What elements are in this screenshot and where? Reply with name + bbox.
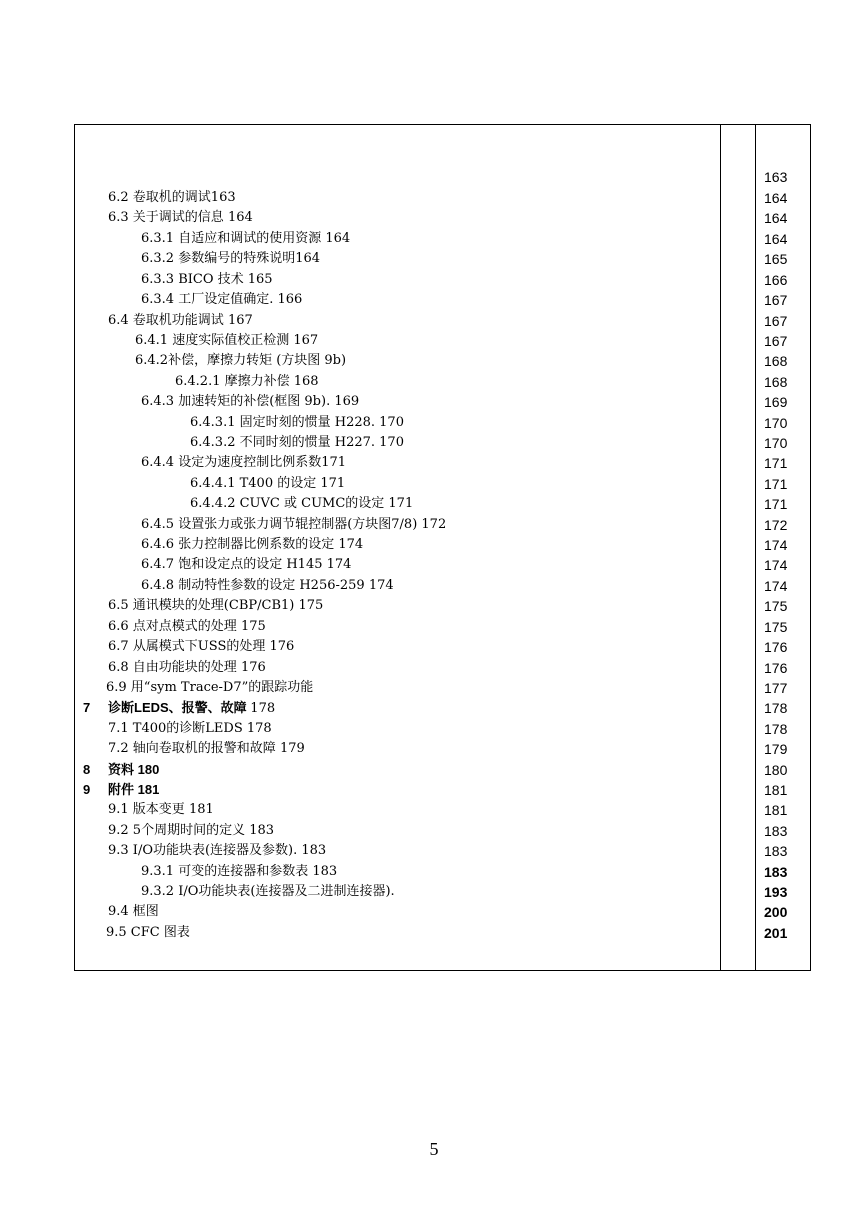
toc-entry: 6.4.2.1 摩擦力补偿 168 [175,374,319,389]
toc-entry: 6.4.7 饱和设定点的设定 H145 174 [141,557,352,572]
toc-chapter-entry: 资料 180 [108,762,160,777]
toc-page-number: 164 [764,231,788,247]
toc-page-number: 179 [764,741,788,757]
toc-entry: 9.2 5个周期时间的定义 183 [108,823,275,838]
toc-entries-column [75,125,720,970]
toc-page-number: 193 [764,884,788,900]
toc-page-number: 171 [764,455,788,471]
toc-page-number: 178 [764,700,788,716]
toc-page-number: 174 [764,557,788,573]
toc-page-number: 174 [764,537,788,553]
toc-page-number: 172 [764,517,788,533]
toc-entry: 6.8 自由功能块的处理 176 [108,660,266,675]
toc-page-number: 175 [764,598,788,614]
toc-entry: 9.4 框图 [108,904,159,919]
chapter-page: 178 [250,701,276,716]
toc-chapter-entry [108,699,275,718]
toc-page-number: 183 [764,864,788,880]
toc-entry: 6.5 通讯模块的处理(CBP/CB1) 175 [108,598,324,613]
toc-entry: 9.5 CFC 图表 [106,925,190,940]
toc-page-number: 174 [764,578,788,594]
toc-page-number: 167 [764,292,788,308]
toc-entry: 6.4 卷取机功能调试 167 [108,313,253,328]
page-footer-number: 5 [429,1139,439,1159]
toc-page-number: 168 [764,374,788,390]
chapter-number: 9 [83,782,91,797]
toc-entry: 6.4.3 加速转矩的补偿(框图 9b). 169 [141,394,360,409]
toc-entry: 6.2 卷取机的调试163 [108,190,236,205]
toc-page-number: 181 [764,782,788,798]
toc-page-number: 170 [764,415,788,431]
toc-page-number: 170 [764,435,788,451]
toc-page-number: 164 [764,190,788,206]
toc-page-number: 166 [764,272,788,288]
toc-page-number: 163 [764,169,788,185]
toc-entry: 6.4.3.1 固定时刻的惯量 H228. 170 [190,415,404,430]
toc-entry: 6.4.8 制动特性参数的设定 H256-259 174 [141,578,394,593]
toc-page-number: 177 [764,680,788,696]
column-divider [720,125,721,970]
toc-entry: 9.1 版本变更 181 [108,802,214,817]
toc-page-number: 164 [764,210,788,226]
toc-page-number: 181 [764,802,788,818]
toc-entry: 6.4.1 速度实际值校正检测 167 [135,333,319,348]
toc-entry: 6.4.4.1 T400 的设定 171 [190,476,346,491]
toc-entry: 6.3 关于调试的信息 164 [108,210,253,225]
chapter-number: 8 [83,762,91,777]
toc-entry: 6.4.4 设定为速度控制比例系数171 [141,455,347,470]
toc-page-number: 171 [764,476,788,492]
toc-page-number: 176 [764,660,788,676]
toc-entry: 6.3.1 自适应和调试的使用资源 164 [141,231,351,246]
toc-entry: 7.1 T400的诊断LEDS 178 [108,721,272,736]
toc-page-number: 178 [764,721,788,737]
chapter-title: 诊断LEDS、报警、故障 [108,700,247,715]
toc-page-number: 167 [764,333,788,349]
page-number-column [756,125,811,970]
toc-page-number: 180 [764,762,788,778]
toc-page-number: 201 [764,925,788,941]
toc-entry: 6.4.5 设置张力或张力调节辊控制器(方块图7/8) 172 [141,517,447,532]
toc-page-number: 169 [764,394,788,410]
toc-entry: 6.3.2 参数编号的特殊说明164 [141,251,321,266]
toc-entry: 6.4.4.2 CUVC 或 CUMC的设定 171 [190,496,414,511]
toc-entry: 9.3 I/O功能块表(连接器及参数). 183 [108,843,327,858]
toc-page-number: 168 [764,353,788,369]
toc-entry: 6.3.4 工厂设定值确定. 166 [141,292,303,307]
toc-entry: 6.4.2补偿，摩擦力转矩 (方块图 9b) [135,353,347,368]
toc-page-number: 167 [764,313,788,329]
toc-table [74,124,811,971]
toc-page-number: 165 [764,251,788,267]
toc-page-number: 200 [764,904,788,920]
toc-page-number: 183 [764,843,788,859]
toc-page-number: 171 [764,496,788,512]
toc-entry: 6.4.6 张力控制器比例系数的设定 174 [141,537,364,552]
toc-entry: 9.3.1 可变的连接器和参数表 183 [141,864,338,879]
toc-entry: 9.3.2 I/O功能块表(连接器及二进制连接器). [141,884,395,899]
chapter-number: 7 [83,700,91,715]
toc-page-number: 183 [764,823,788,839]
toc-entry: 6.9 用“sym Trace-D7”的跟踪功能 [106,680,314,695]
toc-chapter-entry: 附件 181 [108,782,160,797]
toc-page-number: 176 [764,639,788,655]
toc-page-number: 175 [764,619,788,635]
toc-entry: 6.3.3 BICO 技术 165 [141,272,273,287]
toc-entry: 7.2 轴向卷取机的报警和故障 179 [108,741,305,756]
toc-entry: 6.6 点对点模式的处理 175 [108,619,266,634]
toc-entry: 6.4.3.2 不同时刻的惯量 H227. 170 [190,435,404,450]
toc-entry: 6.7 从属模式下USS的处理 176 [108,639,295,654]
